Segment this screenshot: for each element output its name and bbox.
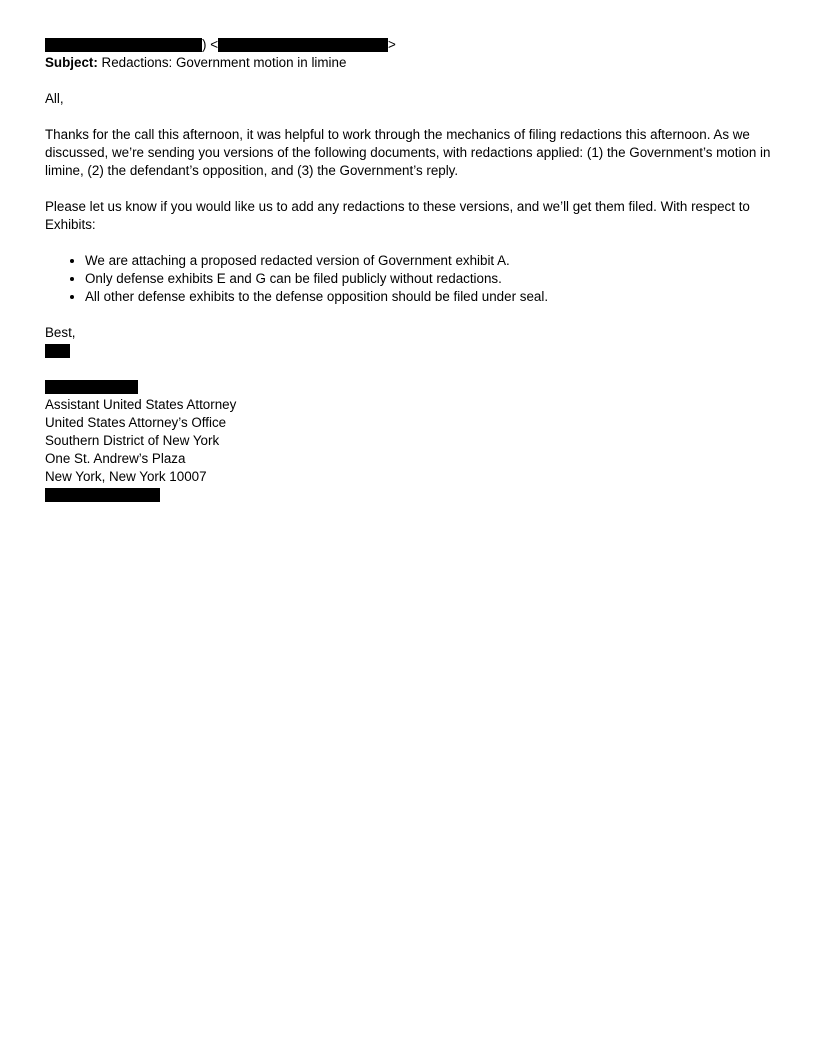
list-item: • We are attaching a proposed redacted version of Government exhibit A.: [85, 252, 775, 270]
subject-label: Subject:: [45, 55, 98, 70]
signature-street: One St. Andrew’s Plaza: [45, 451, 186, 466]
signature-title: Assistant United States Attorney: [45, 397, 237, 412]
redacted-signature-phone: [45, 488, 160, 502]
from-close-angle: >: [388, 37, 396, 52]
redacted-sender-initials-row: [45, 342, 775, 360]
redacted-signature-name: [45, 380, 138, 394]
from-paren: ): [202, 37, 207, 52]
greeting: All,: [45, 91, 64, 106]
redacted-sender-name: [45, 38, 202, 52]
list-item: • Only defense exhibits E and G can be filed publicly without redactions.: [85, 270, 775, 288]
redacted-signature-phone-row: [45, 486, 775, 504]
signature-city: New York, New York 10007: [45, 469, 207, 484]
subject-text: Redactions: Government motion in limine: [97, 55, 347, 70]
from-line: [45, 36, 775, 54]
subject-line: [45, 54, 775, 72]
redacted-sender-email: [218, 38, 388, 52]
signature-district: Southern District of New York: [45, 433, 220, 448]
redacted-signature-name-row: [45, 378, 775, 396]
body-paragraph-2: Please let us know if you would like us to add any redactions to these versions, and we’ll get them filed. With respect to Exhibits:: [45, 199, 750, 232]
closing: Best,: [45, 325, 76, 340]
exhibit-list: [45, 252, 775, 306]
redacted-sender-initials: [45, 344, 70, 358]
list-item: • All other defense exhibits to the defense opposition should be filed under seal.: [85, 288, 775, 306]
email-document: [45, 36, 775, 504]
from-open-angle: <: [210, 37, 219, 52]
signature-office: United States Attorney’s Office: [45, 415, 227, 430]
body-paragraph-1: Thanks for the call this afternoon, it was helpful to work through the mechanics of filing redactions this afternoon. As we discussed, we’re sending you versions of the following documents, with redactions applied: (1) the Government’s motion in limine, (2) the defendant’s opposition, and (3) the Government’s reply.: [45, 127, 771, 178]
